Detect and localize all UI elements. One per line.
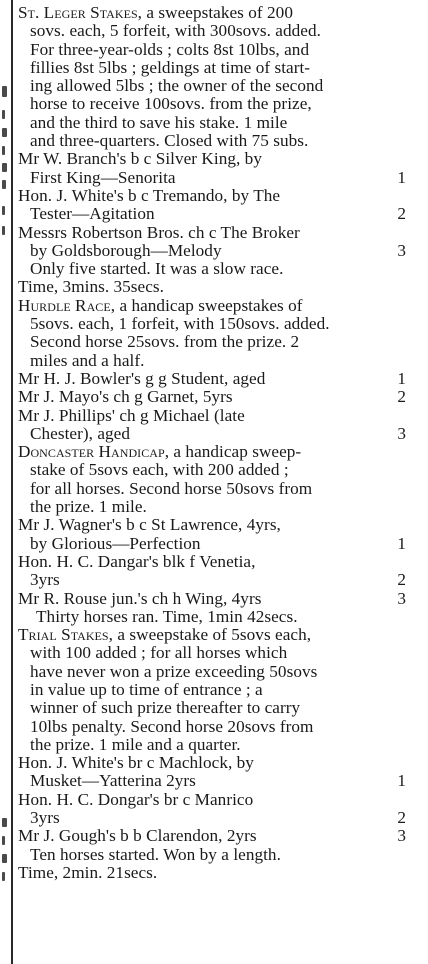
placing: 3 <box>397 423 406 443</box>
conditions-line: and the third to save his stake. 1 mile <box>30 113 288 132</box>
conditions-line: sovs. each, 5 forfeit, with 300sovs. added. <box>30 22 321 41</box>
conditions-line: stake of 5sovs each, with 200 added ; <box>30 461 289 480</box>
race-note: Ten horses started. Won by a length. <box>30 845 281 864</box>
result-entry: Mr H. J. Bowler's g g Student, aged <box>18 368 266 388</box>
placing: 1 <box>397 167 406 187</box>
result-entry-cont: Tester—Agitation <box>30 204 155 224</box>
placing: 3 <box>397 826 406 846</box>
result-entry-cont: 3yrs <box>30 570 60 590</box>
placing: 2 <box>397 204 406 224</box>
section-title: Doncaster Handicap, <box>18 443 170 462</box>
result-entry-cont: 3yrs <box>30 808 60 828</box>
conditions-line: 10lbs penalty. Second horse 20sovs from <box>30 717 314 736</box>
result-entry-cont: by Goldsborough—Melody <box>30 240 222 260</box>
placing: 1 <box>397 368 406 388</box>
racing-results-column <box>18 4 418 882</box>
conditions-line: horse to receive 100sovs. from the prize, <box>30 95 312 114</box>
result-entry-cont: by Glorious—Perfection <box>30 533 201 553</box>
result-entry: Messrs Robertson Bros. ch c The Broker <box>18 223 300 242</box>
result-entry: Mr W. Branch's b c Silver King, by <box>18 150 262 169</box>
conditions-line: with 100 added ; for all horses which <box>30 644 288 663</box>
placing: 3 <box>397 588 406 608</box>
result-entry-cont: Chester), aged <box>30 423 130 443</box>
race-time: Time, 3mins. 35secs. <box>18 278 164 297</box>
result-entry-cont: First King—Senorita <box>30 167 176 187</box>
result-entry: Mr J. Gough's b b Clarendon, 2yrs <box>18 826 257 846</box>
hurdle-race-section: Hurdle Race, a handicap sweepstakes of 5sovs. each, 1 forfeit, with 150sovs. added. Second horse 25sovs. from the prize. 2 miles and a half. Mr H. J. Bowler's g g Student, aged 1 Mr J. Mayo's ch g Garnet, 5yrs 2 Mr J. Phillips' ch g Michael (late Chester), aged 3 <box>18 297 418 443</box>
result-entry: Mr J. Mayo's ch g Garnet, 5yrs <box>18 387 233 407</box>
result-entry: Hon. J. White's br c Machlock, by <box>18 754 254 773</box>
trial-stakes-section: Trial Stakes, a sweepstake of 5sovs each, with 100 added ; for all horses which have never won a prize exceeding 50sovs in value up to time of entrance ; a winner of such prize thereafter to carry 10lbs penalty. Second horse 20sovs from the prize. 1 mile and a quarter. Hon. J. White's br c Machlock, by Musket—Yatterina 2yrs 1 Hon. H. C. Dongar's br c Manrico 3yrs 2 Mr J. Gough's b b Clarendon, 2yrs 3 Ten horses started. Won by a length. Time, 2min. 21secs. <box>18 626 418 882</box>
conditions-line: For three-year-olds ; colts 8st 10lbs, and <box>30 40 310 59</box>
adjacent-column-fragments <box>0 0 10 964</box>
conditions-line: fillies 8st 5lbs ; geldings at time of start- <box>30 58 311 77</box>
result-entry: Hon. H. C. Dongar's br c Manrico <box>18 790 254 809</box>
conditions-line: ing allowed 5lbs ; the owner of the second <box>30 77 324 96</box>
st-leger-section: St. Leger Stakes, a sweepstakes of 200 sovs. each, 5 forfeit, with 300sovs. added. For three-year-olds ; colts 8st 10lbs, and fillies 8st 5lbs ; geldings at time of start- ing allowed 5lbs ; the owner of the second horse to receive 100sovs. from the prize, and the third to save his stake. 1 mile and three-quarters. Closed with 75 subs. Mr W. Branch's b c Silver King, by First King—Senorita 1 Hon. J. White's b c Tremando, by The Tester—Agitation 2 Messrs Robertson Bros. ch c The Broker by Goldsborough—Melody 3 Only five started. It was a slow race. Time, 3mins. 35secs. <box>18 4 418 297</box>
conditions-line: winner of such prize thereafter to carry <box>30 699 301 718</box>
conditions-line: and three-quarters. Closed with 75 subs. <box>30 132 309 151</box>
result-entry: Mr J. Phillips' ch g Michael (late <box>18 406 245 425</box>
section-title: Trial Stakes, <box>18 626 114 645</box>
placing: 2 <box>397 570 406 590</box>
conditions-line: have never won a prize exceeding 50sovs <box>30 662 318 681</box>
race-note: Thirty horses ran. Time, 1min 42secs. <box>36 607 298 626</box>
section-title: St. Leger Stakes, <box>18 4 143 22</box>
placing: 1 <box>397 771 406 791</box>
doncaster-handicap-section: Doncaster Handicap, a handicap sweep- stake of 5sovs each, with 200 added ; for all horses. Second horse 50sovs from the prize. 1 mile. Mr J. Wagner's b c St Lawrence, 4yrs, by Glorious—Perfection 1 Hon. H. C. Dangar's blk f Venetia, 3yrs 2 Mr R. Rouse jun.'s ch h Wing, 4yrs 3 Thirty horses ran. Time, 1min 42secs. <box>18 443 418 626</box>
conditions-line: the prize. 1 mile. <box>30 498 147 517</box>
placing: 2 <box>397 387 406 407</box>
placing: 2 <box>397 808 406 828</box>
race-note: Only five started. It was a slow race. <box>30 260 284 279</box>
conditions-line: the prize. 1 mile and a quarter. <box>30 735 241 754</box>
conditions-line: miles and a half. <box>30 351 145 370</box>
conditions-line: in value up to time of entrance ; a <box>30 680 263 699</box>
conditions-line: Second horse 25sovs. from the prize. 2 <box>30 333 300 352</box>
result-entry-cont: Musket—Yatterina 2yrs <box>30 771 196 791</box>
conditions-line: for all horses. Second horse 50sovs from <box>30 479 313 498</box>
section-title: Hurdle Race, <box>18 296 116 315</box>
result-entry: Mr J. Wagner's b c St Lawrence, 4yrs, <box>18 516 281 535</box>
result-entry: Mr R. Rouse jun.'s ch h Wing, 4yrs <box>18 588 262 608</box>
race-time: Time, 2min. 21secs. <box>18 863 158 882</box>
column-rule <box>11 0 13 964</box>
placing: 3 <box>397 240 406 260</box>
conditions-line: 5sovs. each, 1 forfeit, with 150sovs. added. <box>30 315 330 334</box>
result-entry: Hon. H. C. Dangar's blk f Venetia, <box>18 552 256 571</box>
placing: 1 <box>397 533 406 553</box>
result-entry: Hon. J. White's b c Tremando, by The <box>18 186 281 205</box>
